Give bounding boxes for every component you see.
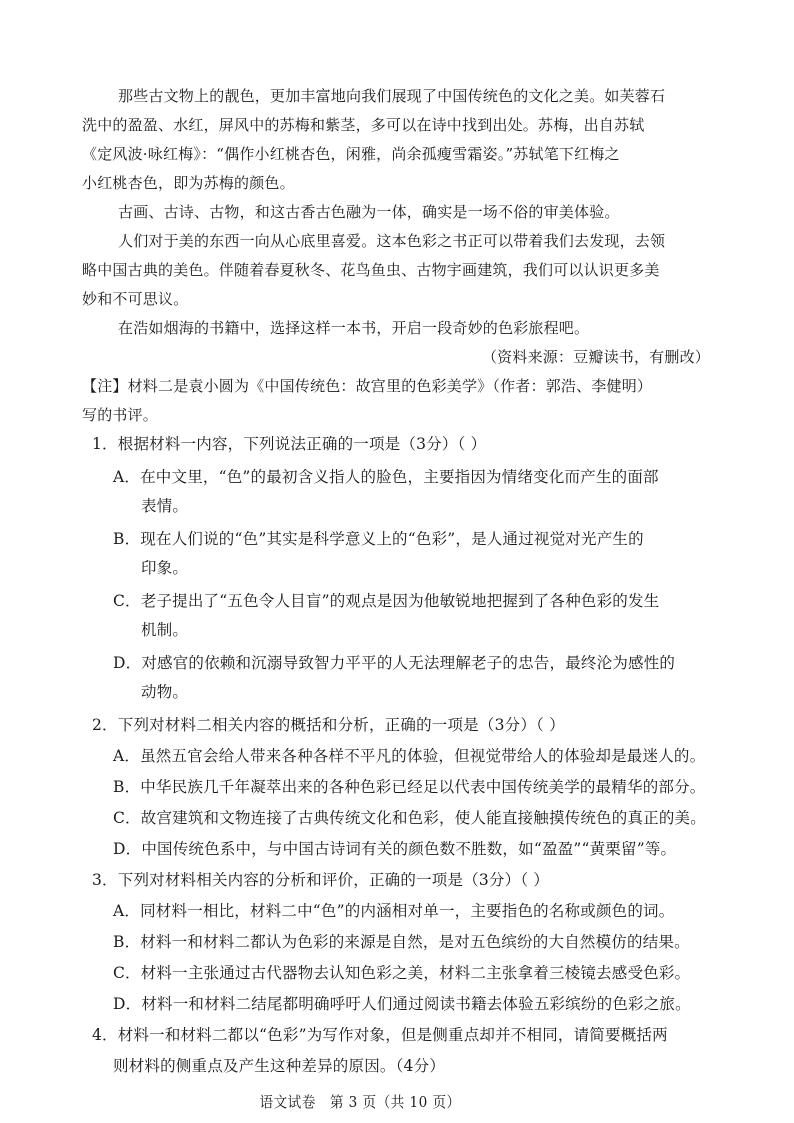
question-1-option-a-cont: 表情。 xyxy=(141,497,189,515)
question-4-stem: 4．材料一和材料二都以“色彩”为写作对象，但是侧重点却并不相同，请简要概括两 xyxy=(92,1026,668,1044)
question-1-option-b: B．现在人们说的“色”其实是科学意义上的“色彩”，是人通过视觉对光产生的 xyxy=(113,530,644,548)
question-2-option-d: D．中国传统色系中，与中国古诗词有关的颜色数不胜数，如“盈盈”“黄栗留”等。 xyxy=(113,840,677,858)
question-1-option-b-cont: 印象。 xyxy=(141,559,189,577)
question-3-option-b: B．材料一和材料二都认为色彩的来源是自然，是对五色缤纷的大自然模仿的结果。 xyxy=(113,933,690,951)
passage-line: 在浩如烟海的书籍中，选择这样一本书，开启一段奇妙的色彩旅程吧。 xyxy=(118,319,590,337)
question-1-option-c: C．老子提出了“五色令人目盲”的观点是因为他敏锐地把握到了各种色彩的发生 xyxy=(113,592,660,610)
passage-line: 洗中的盈盈、水红，屏风中的苏梅和紫茎，多可以在诗中找到出处。苏梅，出自苏轼 xyxy=(82,116,645,134)
question-4-stem-cont: 则材料的侧重点及产生这种差异的原因。（4分） xyxy=(113,1057,446,1075)
note-line: 【注】材料二是袁小圆为《中国传统色：故宫里的色彩美学》（作者：郭浩、李健明） xyxy=(82,377,653,395)
passage-line: 略中国古典的美色。伴随着春夏秋冬、花鸟鱼虫、古物宇画建筑，我们可以认识更多美 xyxy=(82,261,660,279)
question-3-option-c: C．材料一主张通过古代器物去认知色彩之美，材料二主张拿着三棱镜去感受色彩。 xyxy=(113,964,691,982)
question-2-option-c: C．故宫建筑和文物连接了古典传统文化和色彩，使人能直接触摸传统色的真正的美。 xyxy=(113,809,706,827)
passage-source: （资料来源：豆瓣读书，有删改） xyxy=(481,348,710,366)
passage-line: 古画、古诗、古物，和这古香古色融为一体，确实是一场不俗的审美体验。 xyxy=(118,203,620,221)
passage-line: 人们对于美的东西一向从心底里喜爱。这本色彩之书正可以带着我们去发现，去领 xyxy=(118,232,666,250)
question-3-option-a: A．同材料一相比，材料二中“色”的内涵相对单一，主要指色的名称或颜色的词。 xyxy=(113,902,675,920)
question-2-option-a: A．虽然五官会给人带来各种各样不平凡的体验，但视觉带给人的体验却是最迷人的。 xyxy=(113,747,706,765)
passage-line: 小红桃杏色，即为苏梅的颜色。 xyxy=(82,174,295,192)
question-1-option-d-cont: 动物。 xyxy=(141,683,189,701)
question-3-stem: 3．下列对材料相关内容的分析和评价，正确的一项是（3分）（ ） xyxy=(92,871,550,889)
question-1-option-d: D．对感官的依赖和沉溺导致智力平平的人无法理解老子的忠告，最终沦为感性的 xyxy=(113,654,676,672)
note-line: 写的书评。 xyxy=(82,406,159,424)
question-2-stem: 2．下列对材料二相关内容的概括和分析，正确的一项是（3分）（ ） xyxy=(92,716,565,734)
question-2-option-b: B．中华民族几千年凝萃出来的各种色彩已经足以代表中国传统美学的最精华的部分。 xyxy=(113,778,706,796)
passage-line: 妙和不可思议。 xyxy=(82,290,189,308)
question-1-stem: 1．根据材料一内容，下列说法正确的一项是（3分）（ ） xyxy=(92,435,487,453)
page-footer: 语文试卷 第 3 页（共 10 页） xyxy=(259,1093,461,1111)
question-1-option-c-cont: 机制。 xyxy=(141,621,189,639)
passage-line: 那些古文物上的靓色，更加丰富地向我们展现了中国传统色的文化之美。如芙蓉石 xyxy=(118,87,666,105)
question-1-option-a: A．在中文里，“色”的最初含义指人的脸色，主要指因为情绪变化而产生的面部 xyxy=(113,468,659,486)
passage-line: 《定风波·咏红梅》：“偶作小红桃杏色，闲雅，尚余孤瘦雪霜姿。”苏轼笔下红梅之 xyxy=(82,145,620,163)
question-3-option-d: D．材料一和材料二结尾都明确呼吁人们通过阅读书籍去体验五彩缤纷的色彩之旅。 xyxy=(113,995,691,1013)
